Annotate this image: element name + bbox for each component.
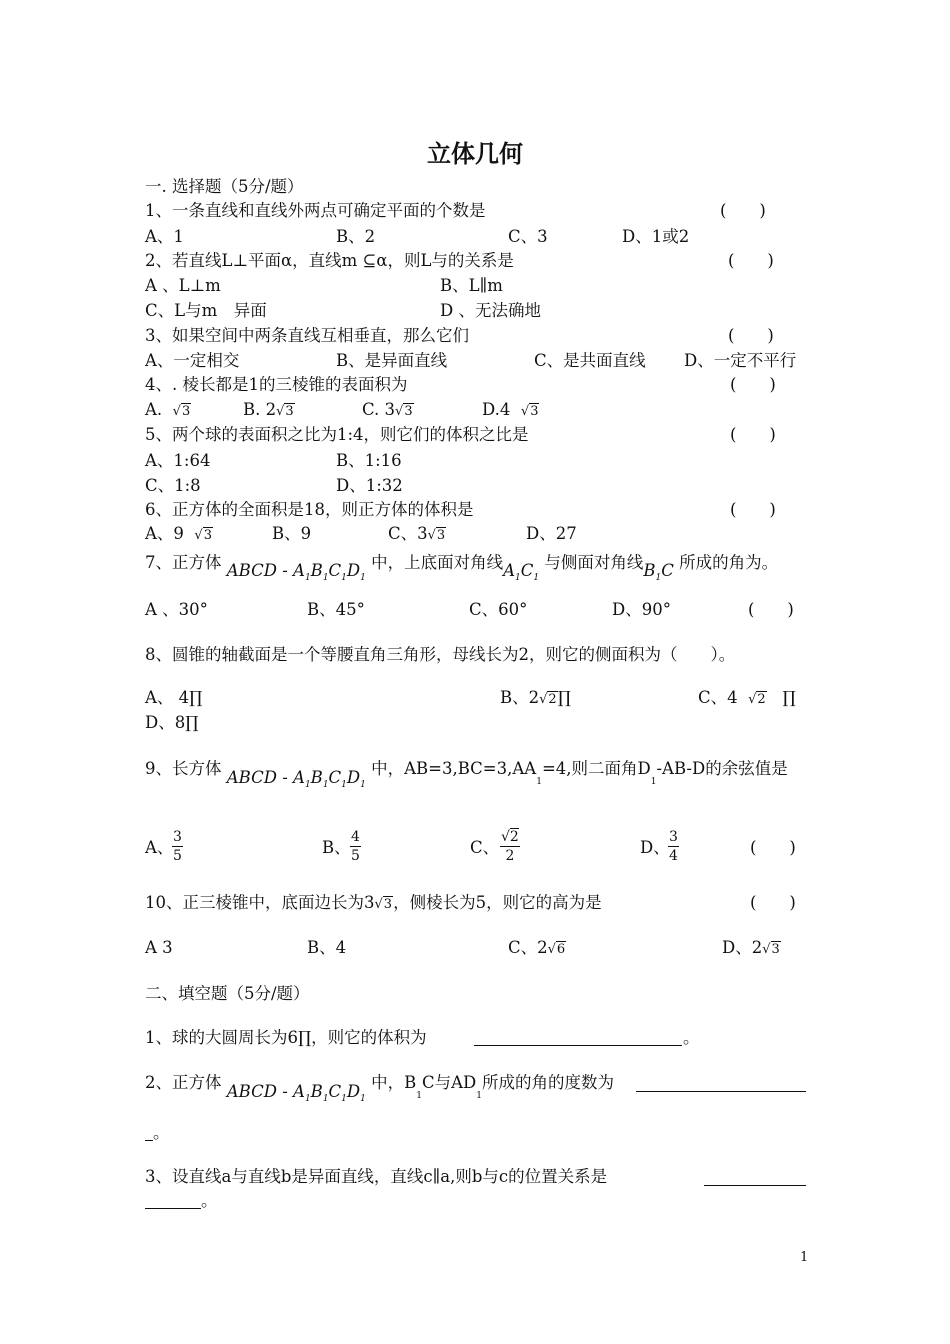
q9-option-a-fraction: $\frac{3}{5}$ — [173, 829, 182, 864]
q1-option-d: D、1或2 — [622, 227, 690, 246]
q4-option-b: B. 2√3 — [243, 399, 295, 423]
q7-bc-notation: $B_1C$ — [643, 561, 674, 583]
q3-paren: ( ) — [728, 326, 774, 345]
q5-option-d: D、1:32 — [336, 476, 403, 495]
f3-answer-blank[interactable] — [704, 1185, 806, 1186]
f3-stem: 3、设直线a与直线b是异面直线，直线c∥a,则b与c的位置关系是 — [145, 1167, 608, 1186]
q9-option-a-label: A、 — [145, 838, 174, 857]
sqrt-symbol: √3 — [172, 404, 191, 419]
sqrt-symbol: √2 — [539, 692, 557, 707]
q6-option-a: A、9 √3 — [145, 523, 213, 547]
sqrt-symbol: √3 — [374, 897, 393, 912]
sqrt-symbol: √3 — [276, 404, 294, 419]
q5-option-b: B、1:16 — [336, 451, 402, 470]
f2-end: 。 — [153, 1123, 170, 1142]
q7-paren: ( ) — [748, 600, 794, 619]
q5-option-c: C、1:8 — [145, 476, 201, 495]
q9-option-d-label: D、 — [640, 838, 670, 857]
q9-stem: 9、长方体 ABCD - $A_1B_1C_1D_1$ 中，$AB=3,BC=3,AA_1=4$,则二面角$D_1-AB-D$的余弦值是 — [145, 759, 788, 790]
section-heading-choice: 一. 选择题（5分/题） — [145, 177, 304, 196]
sqrt-symbol: √6 — [547, 942, 566, 957]
q5-stem: 5、两个球的表面积之比为1:4，则它们的体积之比是 — [145, 425, 529, 444]
q2-stem: 2、若直线L⊥平面α，直线m ⊆α，则L与的关系是 — [145, 251, 514, 270]
q9-option-b-label: B、 — [322, 838, 351, 857]
f1-stem: 1、球的大圆周长为6∏，则它的体积为 — [145, 1028, 427, 1047]
q6-option-b: B、9 — [272, 524, 312, 543]
q7-cube-notation: ABCD - $A_1B_1C_1D_1$ — [226, 561, 366, 583]
q9-option-b-fraction: $\frac{4}{5}$ — [351, 829, 360, 864]
section-heading-fill: 二、填空题（5分/题） — [145, 984, 310, 1003]
q10-option-a: A 3 — [145, 938, 173, 957]
sqrt-symbol: √3 — [395, 404, 413, 419]
f3-answer-blank-cont[interactable] — [145, 1208, 201, 1209]
q4-option-c: C. 3√3 — [362, 399, 414, 423]
q10-stem: 10、正三棱锥中，底面边长为3√3，侧棱长为5，则它的高为是 — [145, 892, 602, 916]
q9-option-c-label: C、 — [470, 838, 500, 857]
q4-paren: ( ) — [730, 375, 776, 394]
q8-stem: 8、圆锥的轴截面是一个等腰直角三角形，母线长为2，则它的侧面积为（ ）。 — [145, 645, 736, 664]
q8-option-a: A、 4∏ — [145, 688, 203, 707]
f2-cube-notation: ABCD - $A_1B_1C_1D_1$ — [226, 1082, 366, 1104]
q2-paren: ( ) — [728, 251, 774, 270]
q5-option-a: A、1:64 — [145, 451, 211, 470]
q7-option-b: B、45° — [307, 600, 365, 619]
q3-option-d: D、一定不平行 — [684, 351, 797, 370]
q1-option-b: B、2 — [336, 227, 376, 246]
f3-end: 。 — [201, 1191, 218, 1210]
f1-answer-blank[interactable] — [474, 1045, 682, 1046]
sqrt-symbol: √3 — [194, 528, 212, 543]
sqrt-symbol: √3 — [762, 942, 780, 957]
sqrt-symbol: √2 — [748, 692, 766, 707]
q8-option-c: C、4 √2 ∏ — [698, 687, 796, 711]
q9-cuboid-notation: ABCD - $A_1B_1C_1D_1$ — [226, 768, 366, 790]
f2-answer-blank[interactable] — [636, 1091, 806, 1092]
q10-option-d: D、2√3 — [722, 937, 781, 961]
q6-paren: ( ) — [730, 500, 776, 519]
q1-paren: ( ) — [720, 201, 766, 220]
q10-paren: ( ) — [750, 893, 796, 912]
q7-option-d: D、90° — [612, 600, 671, 619]
f2-answer-blank-cont[interactable] — [145, 1140, 153, 1141]
q7-stem: 7、正方体 ABCD - $A_1B_1C_1D_1$ 中，上底面对角线$A_1C_1$ 与侧面对角线$B_1C$ 所成的角为。 — [145, 553, 779, 583]
q9-paren: ( ) — [750, 838, 796, 857]
q9-option-d-fraction: $\frac{3}{4}$ — [669, 829, 678, 864]
q3-stem: 3、如果空间中两条直线互相垂直，那么它们 — [145, 326, 469, 345]
q7-option-a: A 、30° — [145, 600, 208, 619]
q6-option-c: C、3√3 — [388, 523, 446, 547]
q10-option-c: C、2√6 — [508, 937, 566, 961]
q1-option-a: A、1 — [145, 227, 184, 246]
q6-stem: 6、正方体的全面积是18，则正方体的体积是 — [145, 500, 474, 519]
f2-stem: 2、正方体 ABCD - $A_1B_1C_1D_1$ 中，$B_1C$与$AD_1$所成的角的度数为 — [145, 1073, 615, 1104]
q3-option-b: B、是异面直线 — [336, 351, 448, 370]
page-title: 立体几何 — [427, 140, 523, 168]
q4-option-a: A. √3 — [145, 399, 191, 423]
f1-end: 。 — [683, 1028, 700, 1047]
q3-option-a: A、一定相交 — [145, 351, 240, 370]
q6-option-d: D、27 — [526, 524, 577, 543]
q10-option-b: B、4 — [307, 938, 347, 957]
q2-option-b: B、L∥m — [440, 276, 503, 295]
q8-option-b: B、2√2∏ — [500, 687, 571, 711]
q2-option-a: A 、L⊥m — [145, 276, 221, 295]
q1-stem: 1、一条直线和直线外两点可确定平面的个数是 — [145, 201, 486, 220]
q8-option-d: D、8∏ — [145, 713, 199, 732]
sqrt-symbol: √3 — [520, 404, 539, 419]
q9-option-c-fraction: $\frac{√2}{2}$ — [501, 829, 519, 864]
q2-option-c: C、L与m 异面 — [145, 301, 267, 320]
sqrt-symbol: √3 — [427, 528, 446, 543]
q3-option-c: C、是共面直线 — [534, 351, 646, 370]
q1-option-c: C、3 — [508, 227, 548, 246]
q4-option-d: D.4 √3 — [482, 399, 539, 423]
q7-option-c: C、60° — [469, 600, 528, 619]
q2-option-d: D 、无法确地 — [440, 301, 541, 320]
q4-stem: 4、. 棱长都是1的三棱锥的表面积为 — [145, 375, 408, 394]
q7-ac-notation: $A_1C_1$ — [503, 561, 540, 583]
page-number: 1 — [800, 1250, 809, 1265]
q5-paren: ( ) — [730, 425, 776, 444]
